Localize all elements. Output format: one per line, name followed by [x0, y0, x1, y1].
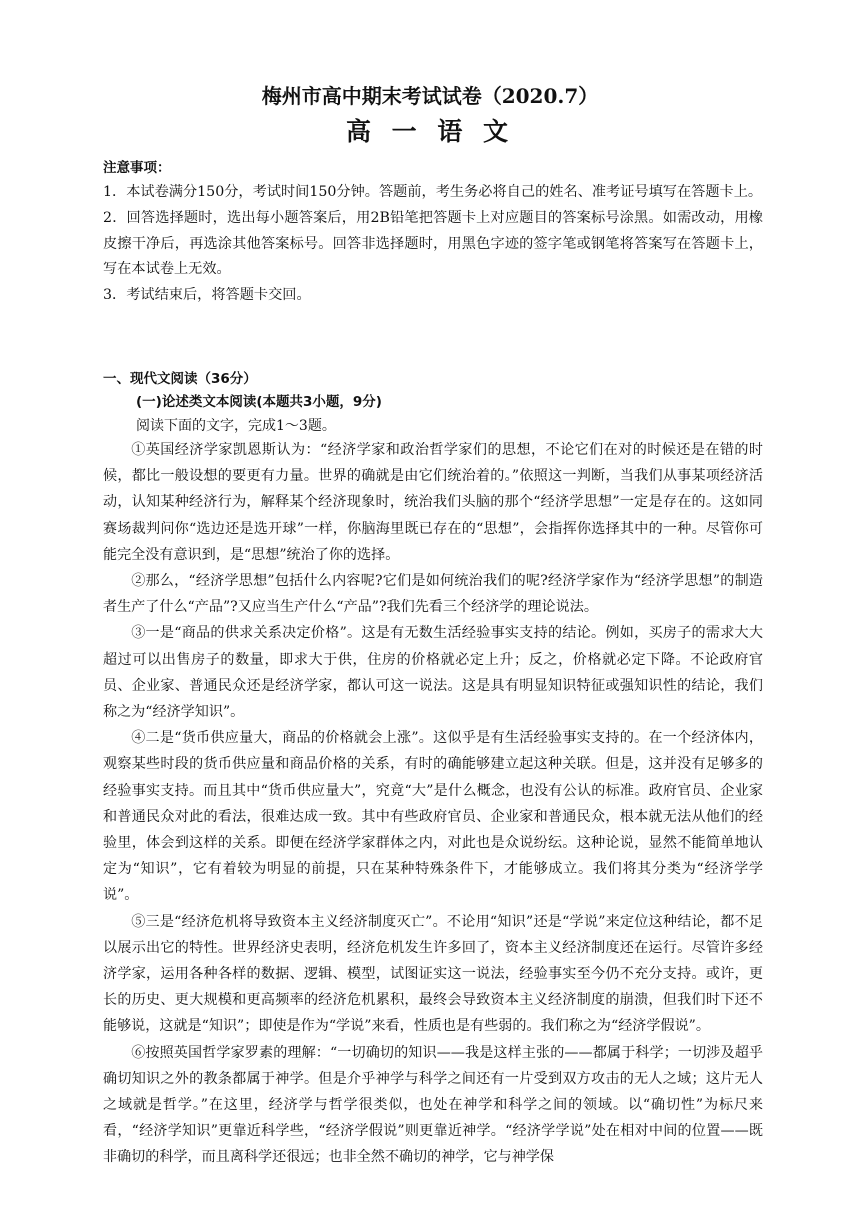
passage-paragraph: ⑤三是“经济危机将导致资本主义经济制度灭亡”。不论用“知识”还是“学说”来定位这种结论，都不足以展示出它的特性。世界经济史表明，经济危机发生许多回了，资本主义经济制度还在运行。尽管许多经济学家，运用各种各样的数据、逻辑、模型，试图证实这一说法，经验事实至今仍不充分支持。或许，更长的历史、更大规模和更高频率的经济危机累积，最终会导致资本主义经济制度的崩溃，但我们时下还不能够说，这就是“知识”；即使是作为“学说”来看，性质也是有些弱的。我们称之为“经济学假说”。	[103, 913, 763, 1035]
passage-paragraph: ④二是“货币供应量大，商品的价格就会上涨”。这似乎是有生活经验事实支持的。在一个经济体内，观察某些时段的货币供应量和商品价格的关系，有时的确能够建立起这种关联。但是，这并没有足够多的经验事实支持。而且其中“货币供应量大”，究竟“大”是什么概念，也没有公认的标准。政府官员、企业家和普通民众对此的看法，很难达成一致。其中有些政府官员、企业家和普通民众，根本就无法从他们的经验里，体会到这样的关系。即便在经济学家群体之内，对此也是众说纷纭。这种论说，显然不能简单地认定为“知识”，它有着较为明显的前提，只在某种特殊条件下，才能够成立。我们将其分类为“经济学学说”。	[103, 730, 763, 904]
note-item: 2．回答选择题时，选出每小题答案后，用2B铅笔把答题卡上对应题目的答案标号涂黑。如需改动，用橡皮擦干净后，再选涂其他答案标号。回答非选择题时，用黑色字迹的签字笔或钢笔将答案写在答题卡上，写在本试卷上无效。	[103, 209, 763, 278]
subsection-heading: (一)论述类文本阅读(本题共3小题，9分)	[136, 394, 382, 410]
notes-list	[103, 180, 763, 309]
passage-paragraph: ①英国经济学家凯恩斯认为：“经济学家和政治哲学家们的思想，不论它们在对的时候还是在错的时候，都比一般设想的要更有力量。世界的确就是由它们统治着的。”依照这一判断，当我们从事某项经济活动，认知某种经济行为，解释某个经济现象时，统治我们头脑的那个“经济学思想”一定是存在的。这如同赛场裁判问你“选边还是选开球”一样，你脑海里既已存在的“思想”，会指挥你选择其中的一种。尽管你可能完全没有意识到，是“思想”统治了你的选择。	[103, 442, 763, 563]
section-heading: 一、现代文阅读（36分）	[103, 371, 257, 387]
notes-heading: 注意事项：	[103, 160, 171, 176]
subject-title: 高 一 语 文	[345, 117, 515, 146]
passage-paragraph: ②那么，“经济学思想”包括什么内容呢?它们是如何统治我们的呢?经济学家作为“经济学思想”的制造者生产了什么“产品”?又应当生产什么“产品”?我们先看三个经济学的理论说法。	[103, 573, 763, 616]
note-item: 3．考试结束后，将答题卡交回。	[103, 287, 311, 304]
reading-instruction: 阅读下面的文字，完成1～3题。	[136, 418, 336, 434]
passage-paragraph: ③一是“商品的供求关系决定价格”。这是有无数生活经验事实支持的结论。例如，买房子的需求大大超过可以出售房子的数量，即求大于供，住房的价格就必定上升；反之，价格就必定下降。不论政府官员、企业家、普通民众还是经济学家，都认可这一说法。这是具有明显知识特征或强知识性的结论，我们称之为“经济学知识”。	[103, 625, 763, 721]
exam-title: 梅州市高中期末考试试卷（2020.7）	[261, 84, 599, 108]
passage	[103, 437, 763, 1171]
note-item: 1．本试卷满分150分，考试时间150分钟。答题前，考生务必将自己的姓名、准考证号填写在答题卡上。	[103, 184, 763, 200]
passage-paragraph: ⑥按照英国哲学家罗素的理解：“一切确切的知识——我是这样主张的——都属于科学；一切涉及超乎确切知识之外的教条都属于神学。但是介乎神学与科学之间还有一片受到双方攻击的无人之域；这片无人之域就是哲学。”在这里，经济学与哲学很类似，也处在神学和科学之间的领域。以“确切性”为标尺来看，“经济学知识”更靠近科学些，“经济学假说”则更靠近神学。“经济学学说”处在相对中间的位置——既非确切的科学，而且离科学还很远；也非全然不确切的神学，它与神学保	[103, 1044, 763, 1166]
